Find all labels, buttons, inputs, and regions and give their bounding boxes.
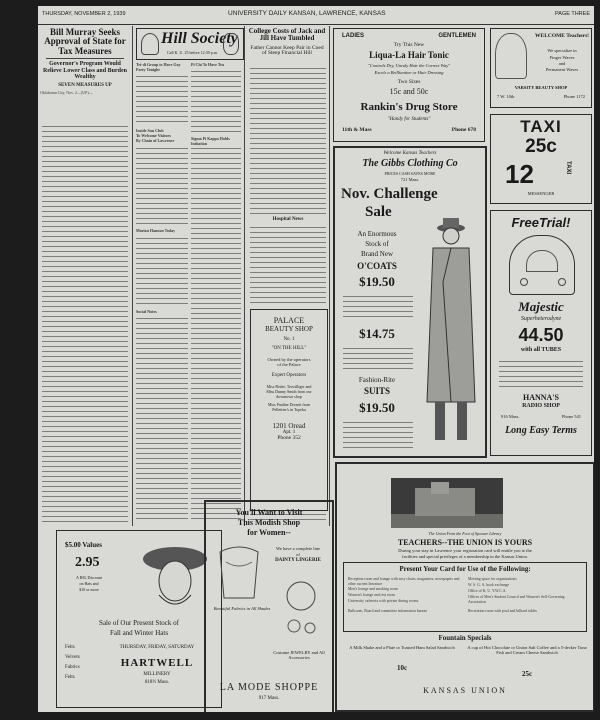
woman-hat-portrait-icon	[137, 537, 213, 613]
murray-dateline: Oklahoma City, Nov. 2—(UP)—	[40, 90, 93, 96]
society-sub1: Tri-di Group to Have Gay Party Tonight	[136, 62, 181, 72]
varsity-special: We specialize in	[547, 48, 577, 53]
union-sub2: facilities and special privileges of a membership in the Kansas Union.	[402, 554, 528, 559]
union-sub1: During your stay in Lawrence your registration card will entitle you to the	[398, 548, 532, 553]
lingerie-drawing-icon	[214, 542, 264, 602]
hairtonic-tag2: Excels a Brilliantine or Hair Dressing	[374, 70, 444, 75]
man-in-overcoat-icon	[421, 212, 481, 450]
hats-sub: A BIG Discount	[76, 575, 102, 580]
taxi-word: TAXI	[520, 117, 562, 136]
hairtonic-phone: Phone 678	[451, 127, 476, 133]
murray-subhead: Governor's Program Would Relieve Lower Class and Burden Wealthy	[43, 61, 127, 80]
union-left-2: Women's lounge and rest room	[348, 593, 395, 597]
society-sub3: To Welcome Visitors	[136, 133, 171, 138]
union-special2: A cup of Hot Chocolate or Union Salt Coffee and a 5-decker Tuna Fish and Cream Cheese Sandwich	[467, 645, 587, 655]
lamode-for-women: for Women--	[247, 528, 291, 537]
masthead-date: THURSDAY, NOVEMBER 2, 1939	[42, 11, 126, 17]
hats-address: 818½ Mass.	[144, 680, 170, 685]
lamode-ad	[204, 500, 334, 712]
taxi-number: 12	[505, 159, 534, 189]
gibbs-intro2: Stock of	[365, 240, 389, 248]
radio-free: FreeTrial!	[511, 215, 571, 230]
lamode-this: This Modish Shop	[237, 518, 301, 527]
radio-store: HANNA'S	[522, 393, 559, 402]
hairtonic-sizes: Two Sizes	[397, 79, 421, 85]
gibbs-intro3: Brand New	[360, 250, 394, 258]
palace-no: No. 1	[283, 337, 295, 342]
union-fountain: Fountain Specials	[438, 634, 492, 642]
gibbs-tagline: PRICES CASH SAVES MORE	[384, 171, 436, 176]
union-special1-price: 10c	[396, 664, 408, 672]
college-headline: College Costs of Jack and Jill Have Tumbled	[248, 27, 326, 43]
gibbs-ad	[333, 146, 487, 458]
palace-ad	[250, 309, 328, 511]
hairtonic-ladies: LADIES	[342, 33, 365, 39]
gibbs-welcome: Welcome Kansas Teachers	[383, 151, 437, 156]
varsity-item-0: Finger Waves	[549, 55, 575, 60]
gibbs-headline2: Sale	[365, 204, 392, 220]
lamode-name: LA MODE SHOPPE	[219, 682, 319, 693]
palace-names3: downtown shop	[276, 394, 302, 399]
radio-terms: Long Easy Terms	[505, 425, 577, 436]
hartwell-ad	[56, 530, 222, 708]
college-article	[248, 28, 326, 57]
murray-article	[40, 28, 130, 95]
hairtonic-try: Try This New	[393, 42, 425, 48]
lamode-item2: Costume JEWELRY and All Accessories	[273, 650, 325, 660]
union-right-3: Offices of Men's Student Council and Women's Self-Governing Association	[468, 595, 565, 604]
radio-store2: RADIO SHOP	[522, 403, 560, 409]
hats-kind2: Velvets	[65, 655, 80, 660]
hats-store: HARTWELL	[120, 657, 194, 669]
union-right-1: W. S. G. A. book exchange	[468, 583, 510, 587]
hats-sale1: Sale of Our Present Stock of	[99, 619, 179, 627]
radio-phone: Phone 541	[561, 414, 581, 419]
taxi-price: 25c	[525, 136, 557, 157]
union-caption: The Union From the Foot of Spooner Library	[428, 531, 502, 536]
varsity-phone: Phone 1172	[563, 94, 585, 99]
society-sub2: Inside Sun Club	[136, 128, 164, 133]
hats-kind3: Fabrics	[65, 665, 80, 670]
society-sub6: Social Notes	[136, 309, 157, 314]
masthead	[38, 6, 594, 25]
palace-title2: BEAUTY SHOP	[265, 325, 313, 333]
gibbs-item3b: SUITS	[363, 386, 390, 396]
masthead-title: UNIVERSITY DAILY KANSAN, LAWRENCE, KANSAS	[228, 10, 386, 17]
union-special1: A Milk Shake and a Plate or Toasted Ham Salad Sandwich	[349, 645, 455, 650]
gibbs-item1: O'COATS	[357, 261, 397, 271]
lamode-desc3: DAINTY LINGERIE	[275, 558, 321, 563]
hats-sub3: $10 or more	[79, 587, 99, 592]
union-special2-price: 25c	[521, 670, 533, 678]
hats-days: THURSDAY, FRIDAY, SATURDAY	[119, 645, 195, 650]
radio-address: 916 Mass.	[501, 414, 520, 419]
union-left-1: Men's lounge and smoking room	[348, 587, 398, 591]
gibbs-price1: $19.50	[359, 274, 395, 289]
hats-price: 2.95	[75, 555, 100, 570]
hairtonic-address: 11th & Mass	[342, 127, 372, 133]
taxi-company: MESSENGER	[527, 191, 555, 196]
union-building-photo	[391, 478, 503, 528]
radio-ad	[490, 210, 592, 456]
radio-price: 44.50	[518, 325, 564, 345]
lamode-item1: Beautiful Fabrics in All Shades	[213, 606, 271, 611]
hairtonic-motto: "Handy for Students"	[387, 117, 431, 122]
union-right-4: Recreation room with pool and billiard tables	[468, 609, 537, 613]
hairtonic-tag1: "Controls Dry, Unruly Hair the Correct Way"	[367, 63, 451, 68]
varsity-item-1: and	[558, 61, 566, 66]
murray-body	[42, 124, 128, 524]
gibbs-item3a: Fashion-Rite	[358, 376, 396, 384]
palace-address: 1201 Oread	[272, 422, 306, 430]
union-facilities-box	[343, 562, 587, 632]
lamode-desc1: We have a complete line	[275, 546, 321, 551]
palace-address2: Apt. 1	[282, 430, 296, 435]
palace-names1: Miss Bettie, Terwilliger and	[266, 384, 312, 389]
palace-names4: Miss Pauline Dorsett from	[267, 402, 311, 407]
union-present: Present Your Card for Use of the Following:	[399, 565, 531, 573]
hairtonic-product: Liqua-La Hair Tonic	[369, 50, 449, 60]
hairtonic-gentlemen: GENTLEMEN	[438, 33, 476, 39]
society-title: Hill Society	[161, 30, 238, 47]
palace-loc: "ON THE HILL"	[271, 346, 307, 351]
palace-owned2: of the Palace	[277, 362, 301, 367]
union-left-4: Ballroom, Board and committee information bureau	[348, 609, 428, 613]
taxi-ad	[490, 114, 592, 204]
masthead-page: PAGE THREE	[555, 11, 590, 17]
union-footer: KANSAS UNION	[423, 686, 507, 695]
union-ad	[335, 462, 594, 712]
palace-expert: Expert Operators	[271, 373, 307, 378]
society-figure2-icon	[223, 33, 239, 55]
varsity-item-2: Permanent Waves	[545, 67, 579, 72]
gibbs-price2: $14.75	[359, 326, 395, 341]
union-right-0: Meeting space for organizations	[468, 577, 517, 581]
gibbs-intro1: An Enormous	[357, 230, 397, 238]
palace-names5: Pellettier's in Topeka	[272, 407, 306, 412]
hats-kind4: Felts	[65, 675, 75, 680]
radio-tubes: with all TUBES	[520, 347, 562, 353]
hairtonic-store: Rankin's Drug Store	[360, 101, 458, 113]
society-byline: Call K. U. 25 before 12:30 p.m.	[167, 50, 218, 55]
union-headline: TEACHERS--THE UNION IS YOURS	[397, 538, 533, 547]
taxi-side: TAXI	[565, 161, 571, 175]
hats-kind1: Felts	[65, 645, 75, 650]
palace-phone: Phone 352	[277, 435, 301, 441]
hats-sale2: Fall and Winter Hats	[109, 629, 169, 637]
varsity-welcome: WELCOME Teachers!	[535, 33, 589, 39]
jewelry-drawing-icon	[274, 576, 328, 646]
gibbs-headline1: Nov. Challenge	[341, 186, 438, 202]
college-subhead: Father Cannot Keep Pair in Coed of Steep Financial Hill	[250, 44, 324, 57]
hairtonic-ad	[333, 28, 485, 142]
varsity-name: VARSITY BEAUTY SHOP	[514, 85, 568, 90]
gibbs-address: 721 Mass.	[400, 177, 420, 182]
society-sub4: By Chain of Lawrence	[136, 138, 175, 143]
society-col2-a: Pi Chi To Have Tea	[191, 62, 224, 67]
radio-model: Superheterodyne	[520, 316, 562, 322]
newspaper-page	[38, 6, 594, 712]
union-left-0: Reception room and lounge with easy chairs, magazines, newspapers and other current literature	[348, 577, 460, 586]
union-left-3: University cafeteria with private dining rooms	[348, 599, 419, 603]
varsity-beauty-ad	[490, 28, 592, 108]
society-col2-b: Sigma Pi Kappa Holds Initiation	[191, 136, 230, 146]
hats-store2: MILLINERY	[143, 672, 171, 677]
radio-cabinet-icon	[509, 235, 575, 295]
woman-portrait-icon	[495, 33, 527, 79]
gibbs-price3: $19.50	[359, 400, 395, 415]
hairtonic-price: 15c and 50c	[389, 87, 429, 96]
varsity-address: 7 W. 10th	[497, 94, 515, 99]
radio-brand: Majestic	[518, 299, 564, 314]
lamode-address: 917 Mass.	[258, 696, 280, 701]
hats-sub2: on Hats and	[79, 581, 99, 586]
palace-owned1: Owned by the operators	[267, 357, 311, 362]
palace-title1: PALACE	[273, 316, 305, 325]
society-banner	[136, 28, 244, 60]
gibbs-name: The Gibbs Clothing Co	[362, 158, 458, 169]
union-right-2: Office of K. U. Y.W.C.A.	[468, 589, 507, 593]
lamode-desc2: of	[296, 552, 300, 557]
palace-names2: Miss Dunny Smith from our	[266, 389, 312, 394]
society-figure-icon	[141, 33, 159, 55]
lamode-want: You'll Want to Visit	[235, 508, 303, 517]
hospital-heading: Hospital News	[272, 217, 304, 222]
murray-headline: Bill Murray Seeks Approval of State for Tax Measures	[44, 27, 126, 56]
hats-values: $5.00 Values	[65, 541, 102, 549]
society-sub5: Marion Hannon Today	[136, 228, 176, 233]
murray-section: SEVEN MEASURES UP	[58, 83, 112, 89]
